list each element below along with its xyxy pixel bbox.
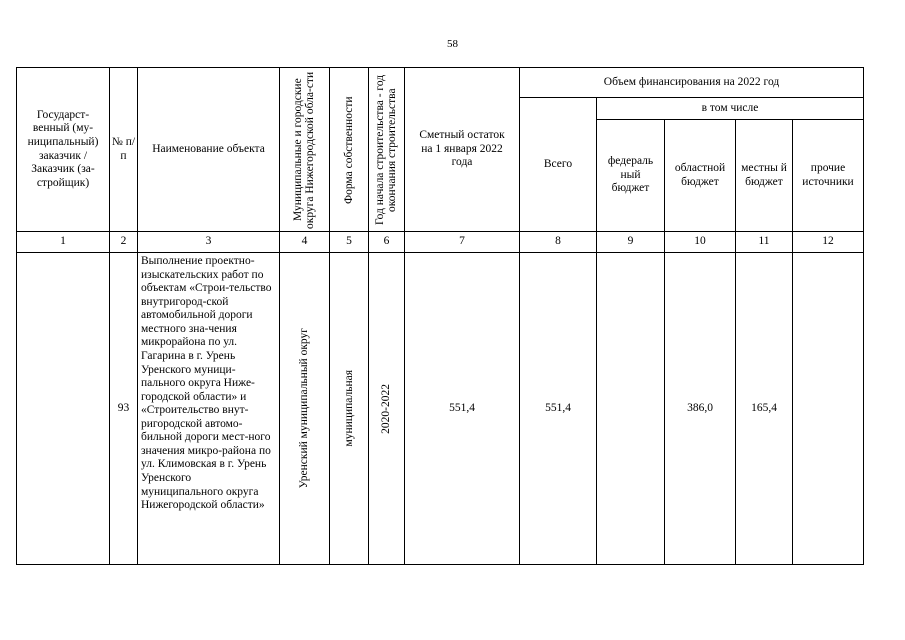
header-regional: областной бюджет [665,120,736,232]
header-ownership-text: Форма собственности [342,95,355,204]
header-customer: Государст-венный (му-ниципальный) заказчик / Заказчик (за-стройщик) [17,68,110,232]
row-district [280,253,330,565]
header-including: в том числе [597,98,864,120]
header-districts [280,68,330,232]
header-federal: федераль ный бюджет [597,120,665,232]
column-number: 7 [405,232,520,253]
header-num: № п/п [110,68,138,232]
column-number: 8 [520,232,597,253]
row-object-name: Выполнение проектно-изыскательских работ по объектам «Строи-тельство внутригород-ской автомобильной дороги местного зна-чения микрорайона по ул. Гагарина в г. Урень Уренского муници-пального округа Ниже-городской области» и «Строительство внут-ригородской автомо-бильной дороги мест-ного значения микро-района по ул. Климовская в г. Урень Уренского муниципального округа Нижегородской области» [138,253,280,565]
header-ownership [330,68,369,232]
row-customer [17,253,110,565]
row-ownership-text: муниципальная [342,370,355,447]
row-estimate-balance: 551,4 [405,253,520,565]
row-other [793,253,864,565]
row-total: 551,4 [520,253,597,565]
column-number: 5 [330,232,369,253]
row-district-text: Уренский муниципальный округ [298,328,311,489]
header-total: Всего [520,98,597,232]
header-local: местны й бюджет [736,120,793,232]
header-years [369,68,405,232]
page-number: 58 [447,38,458,50]
table-row [17,253,864,565]
column-number: 1 [17,232,110,253]
row-years [369,253,405,565]
row-regional: 386,0 [665,253,736,565]
header-years-text: Год начала строительства - год окончания строительства [374,74,399,225]
row-local: 165,4 [736,253,793,565]
column-number: 10 [665,232,736,253]
row-years-text: 2020-2022 [380,383,393,434]
financing-table [16,67,864,565]
header-funding-volume: Объем финансирования на 2022 год [520,68,864,98]
column-number: 12 [793,232,864,253]
column-number: 11 [736,232,793,253]
row-num: 93 [110,253,138,565]
column-number: 6 [369,232,405,253]
header-row-1 [17,68,864,98]
header-object-name: Наименование объекта [138,68,280,232]
column-number: 4 [280,232,330,253]
column-number: 3 [138,232,280,253]
header-other: прочие источники [793,120,864,232]
header-estimate-balance: Сметный остаток на 1 января 2022 года [405,68,520,232]
row-federal [597,253,665,565]
header-districts-text: Муниципальные и городские округа Нижегородской обла-сти [292,70,317,229]
column-number-row [17,232,864,253]
column-number: 9 [597,232,665,253]
row-ownership [330,253,369,565]
column-number: 2 [110,232,138,253]
